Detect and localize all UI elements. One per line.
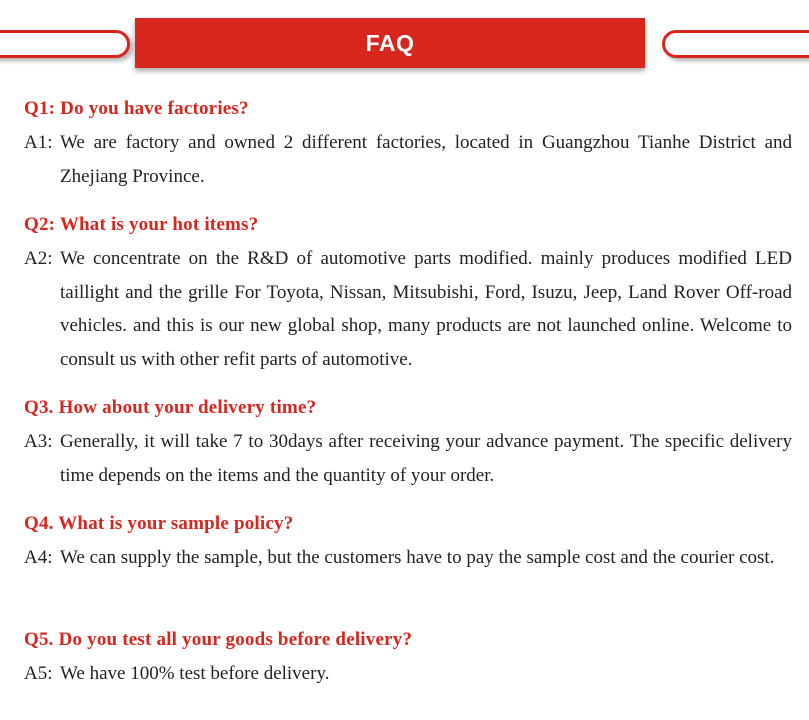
question-1: Q1: Do you have factories? (24, 98, 249, 119)
page-title: FAQ (365, 29, 415, 56)
question-4: Q4. What is your sample policy? (24, 513, 294, 534)
question-3: Q3. How about your delivery time? (24, 397, 317, 418)
answer-prefix-2: A2: (24, 248, 53, 269)
faq-header (0, 0, 809, 72)
answer-1 (24, 126, 792, 193)
answer-2 (24, 242, 792, 376)
answer-5 (24, 657, 792, 691)
title-banner (135, 18, 645, 68)
left-decorative-bar (0, 30, 130, 58)
question-5: Q5. Do you test all your goods before delivery? (24, 629, 413, 650)
answer-prefix-5: A5: (24, 663, 53, 684)
right-decorative-bar (662, 30, 809, 58)
answer-4 (24, 541, 792, 575)
answer-3 (24, 425, 792, 492)
answer-prefix-1: A1: (24, 132, 53, 153)
answer-text-2: We concentrate on the R&D of automotive parts modified. mainly produces modified LED taillight and the grille For Toyota, Nissan, Mitsubishi, Ford, Isuzu, Jeep, Land Rover Off-road vehicles. and this is our new global shop, many products are not launched online. Welcome to consult us with other refit parts of automotive. (60, 248, 792, 370)
answer-text-5: We have 100% test before delivery. (60, 663, 330, 684)
answer-text-3: Generally, it will take 7 to 30days after receiving your advance payment. The specific delivery time depends on the items and the quantity of your order. (60, 431, 792, 486)
answer-prefix-3: A3: (24, 431, 53, 452)
answer-prefix-4: A4: (24, 547, 53, 568)
answer-text-1: We are factory and owned 2 different factories, located in Guangzhou Tianhe District and Zhejiang Province. (60, 132, 792, 187)
answer-text-4: We can supply the sample, but the customers have to pay the sample cost and the courier cost. (60, 547, 775, 568)
question-2: Q2: What is your hot items? (24, 214, 259, 235)
